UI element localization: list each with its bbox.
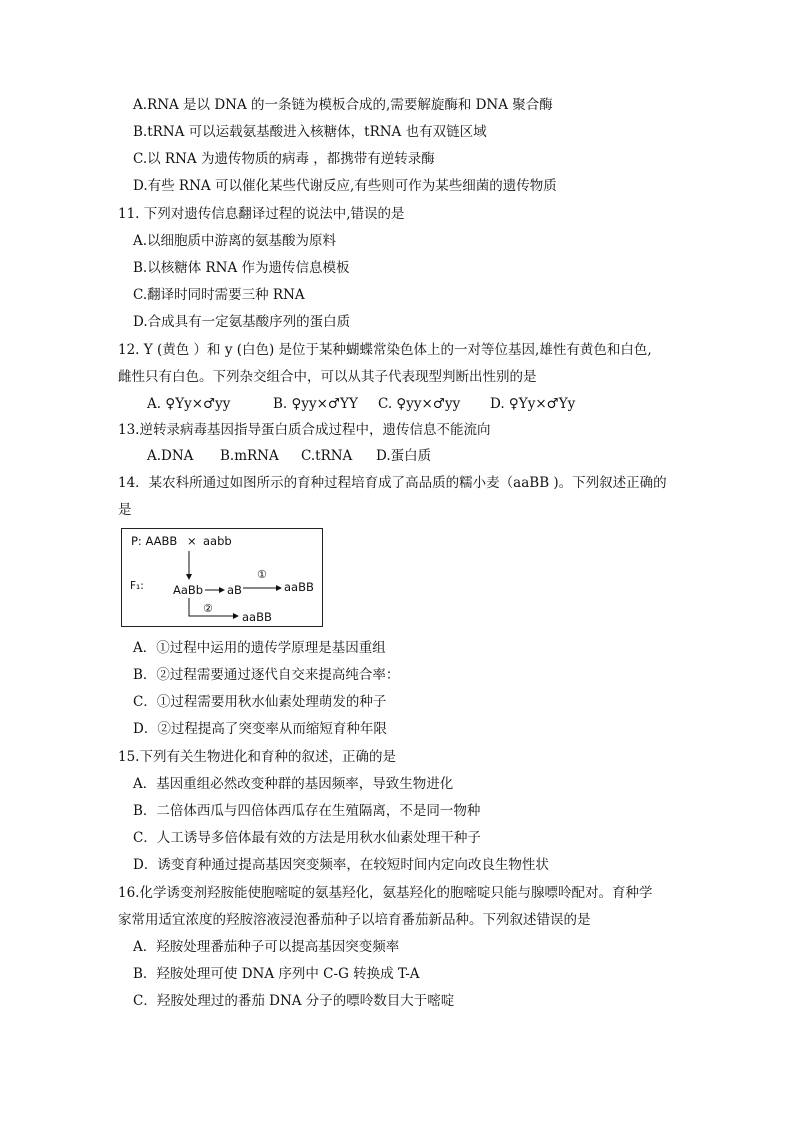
q10-option-a: A.RNA 是以 DNA 的一条链为模板合成的,需要解旋酶和 DNA 聚合酶	[133, 97, 553, 113]
diagram-result2: aaBB	[242, 610, 272, 624]
q12-stem-line1: 12. Y (黄色 ）和 y (白色) 是位于某种蝴蝶常染色体上的一对等位基因,雄性有黄色和白色,	[118, 342, 652, 358]
q13-option-b: B.mRNA	[220, 448, 279, 464]
q13-option-c: C.tRNA	[301, 448, 353, 464]
q16-option-b: B．羟胺处理可使 DNA 序列中 C-G 转换成 T-A	[133, 966, 420, 982]
q10-option-d: D.有些 RNA 可以催化某些代谢反应,有些则可作为某些细菌的遗传物质	[133, 178, 557, 194]
q11-option-b: B.以核糖体 RNA 作为遗传信息模板	[133, 260, 350, 276]
diagram-p-label: P: AABB	[131, 534, 178, 548]
q14-option-c: C．①过程需要用秋水仙素处理萌发的种子	[133, 694, 387, 710]
q16-option-c: C．羟胺处理过的番茄 DNA 分子的嘌呤数目大于嘧啶	[133, 993, 455, 1009]
q16-option-a: A．羟胺处理番茄种子可以提高基因突变频率	[133, 939, 400, 955]
q14-option-b: B．②过程需要通过逐代自交来提高纯合率：	[133, 667, 400, 683]
q13-option-d: D.蛋白质	[376, 448, 432, 464]
q11-stem: 11. 下列对遗传信息翻译过程的说法中,错误的是	[118, 206, 405, 222]
q15-option-c: C．人工诱导多倍体最有效的方法是用秋水仙素处理干种子	[133, 830, 481, 846]
diagram-step2-marker: ②	[203, 602, 213, 615]
q12-option-c: C. ♀yy×♂yy	[378, 396, 461, 412]
diagram-arrows	[122, 529, 322, 626]
q14-stem-line2: 是	[118, 502, 132, 518]
q11-option-c: C.翻译时同时需要三种 RNA	[133, 287, 305, 303]
q10-option-c: C.以 RNA 为遗传物质的病毒 ，都携带有逆转录酶	[133, 151, 435, 167]
diagram-result1: aaBB	[284, 580, 314, 594]
q15-option-d: D．诱变育种通过提高基因突变频率，在较短时间内定向改良生物性状	[133, 857, 549, 873]
q12-option-d: D. ♀Yy×♂Yy	[490, 396, 576, 412]
q14-stem-line1: 14．某农科所通过如图所示的育种过程培育成了高品质的糯小麦（aaBB )。下列叙述正确的	[118, 475, 667, 491]
q11-option-a: A.以细胞质中游离的氨基酸为原料	[133, 233, 337, 249]
diagram-cross-sign: ×	[187, 534, 197, 548]
q11-option-d: D.合成具有一定氨基酸序列的蛋白质	[133, 314, 351, 330]
q10-option-b: B.tRNA 可以运载氨基酸进入核糖体，tRNA 也有双链区域	[133, 124, 487, 140]
q12-option-a: A. ♀Yy×♂yy	[147, 396, 231, 412]
diagram-f1-genotype: AaBb	[173, 583, 204, 597]
diagram-f1-label: F₁:	[130, 580, 144, 592]
q15-option-b: B．二倍体西瓜与四倍体西瓜存在生殖隔离，不是同一物种	[133, 803, 481, 819]
q13-stem: 13.逆转录病毒基因指导蛋白质合成过程中，遗传信息不能流向	[118, 422, 491, 438]
q15-stem: 15.下列有关生物进化和育种的叙述，正确的是	[118, 749, 396, 765]
breeding-diagram	[121, 528, 323, 627]
q12-option-b: B. ♀yy×♂YY	[273, 396, 358, 412]
q14-option-a: A．①过程中运用的遗传学原理是基因重组	[133, 640, 386, 656]
diagram-gamete: aB	[227, 583, 242, 597]
diagram-step1-marker: ①	[257, 568, 267, 581]
diagram-parent2: aabb	[203, 534, 232, 548]
q12-stem-line2: 雌性只有白色。下列杂交组合中，可以从其子代表现型判断出性别的是	[118, 369, 537, 385]
q14-option-d: D．②过程提高了突变率从而缩短育种年限	[133, 721, 387, 737]
q13-option-a: A.DNA	[147, 448, 194, 464]
q16-stem-line2: 家常用适宜浓度的羟胺溶液浸泡番茄种子以培育番茄新品种。下列叙述错误的是	[118, 912, 591, 928]
q16-stem-line1: 16.化学诱变剂羟胺能使胞嘧啶的氨基羟化，氨基羟化的胞嘧啶只能与腺嘌呤配对。育种学	[118, 885, 653, 901]
q15-option-a: A．基因重组必然改变种群的基因频率，导致生物进化	[133, 776, 454, 792]
arrow-step2	[189, 598, 238, 616]
